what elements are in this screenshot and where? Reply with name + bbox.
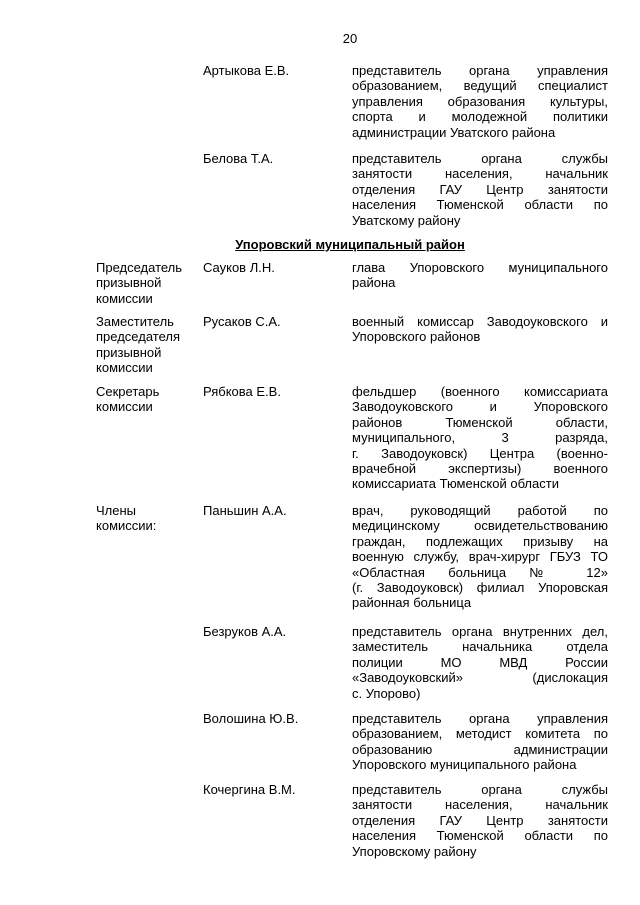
member-position-line: отделения ГАУ Центр занятости xyxy=(352,812,608,828)
member-name: Артыкова Е.В. xyxy=(203,63,290,78)
member-position-line: Упоровского муниципального района xyxy=(352,757,577,773)
member-position-line: отделения ГАУ Центр занятости xyxy=(352,181,608,197)
member-position-line: (г. Заводоуковск) филиал Упоровская xyxy=(352,580,608,596)
member-role xyxy=(96,503,200,534)
member-role-line: Члены xyxy=(96,503,137,518)
member-position-line: медицинскому освидетельствованию xyxy=(352,518,608,534)
member-position-line: полиции МО МВД России xyxy=(352,654,608,670)
member-role-line: председателя xyxy=(96,329,181,345)
member-position-line: с. Упорово) xyxy=(352,685,421,701)
member-position-line: районов Тюменской области, xyxy=(352,414,608,430)
member-name: Кочергина В.М. xyxy=(203,782,296,797)
member-role-line: Председатель xyxy=(96,260,183,275)
member-position-line: населения Тюменской области по xyxy=(352,828,608,844)
member-name: Рябкова Е.В. xyxy=(203,384,281,399)
page-number: 20 xyxy=(342,31,358,46)
member-position-line: г. Заводоуковск) Центра (военно- xyxy=(352,445,608,461)
member-position xyxy=(352,63,608,140)
member-position-line: района xyxy=(352,275,396,291)
member-position-line: Заводоуковского и Упоровского xyxy=(352,399,608,415)
member-name: Паньшин А.А. xyxy=(203,503,287,518)
member-name: Белова Т.А. xyxy=(203,151,274,166)
member-name: Волошина Ю.В. xyxy=(203,711,299,726)
member-position-line: «Заводоуковский» (дислокация xyxy=(352,670,608,686)
member-position-line: «Областная больница № 12» xyxy=(352,564,608,580)
member-position-line: управления образования культуры, xyxy=(352,93,608,109)
member-position xyxy=(352,384,608,492)
member-position-line: представитель органа управления xyxy=(352,711,608,726)
member-position-line: граждан, подлежащих призыву на xyxy=(352,533,608,549)
member-role xyxy=(96,260,200,306)
member-position xyxy=(352,260,608,291)
member-position xyxy=(352,503,608,611)
member-position-line: врачебной экспертизы) военного xyxy=(352,461,608,477)
member-position-line: образованием, ведущий специалист xyxy=(352,78,608,94)
member-position-line: занятости населения, начальник xyxy=(352,797,608,813)
member-position-line: глава Упоровского муниципального xyxy=(352,260,608,275)
member-position-line: Упоровскому району xyxy=(352,843,477,859)
member-position-line: администрации Уватского района xyxy=(352,124,556,140)
member-position xyxy=(352,782,608,859)
member-position xyxy=(352,151,608,228)
member-name: Русаков С.А. xyxy=(203,314,281,329)
member-position-line: населения Тюменской области по xyxy=(352,197,608,213)
member-position-line: представитель органа службы xyxy=(352,782,608,797)
member-role-line: Секретарь xyxy=(96,384,160,399)
member-role-line: комиссии: xyxy=(96,518,157,534)
member-role xyxy=(96,384,200,415)
member-position-line: комиссариата Тюменской области xyxy=(352,476,559,492)
member-position-line: образованием, методист комитета по xyxy=(352,726,608,742)
member-position xyxy=(352,711,608,773)
member-role-line: комиссии xyxy=(96,290,153,306)
member-position-line: спорта и молодежной политики xyxy=(352,109,608,125)
member-position-line: представитель органа службы xyxy=(352,151,608,166)
member-position-line: образованию администрации xyxy=(352,741,608,757)
member-position-line: Уватскому району xyxy=(352,212,461,228)
section-heading: Упоровский муниципальный район xyxy=(235,237,465,252)
member-position-line: районная больница xyxy=(352,595,472,611)
member-position-line: представитель органа внутренних дел, xyxy=(352,624,608,639)
member-position-line: фельдшер (военного комиссариата xyxy=(352,384,608,399)
member-position-line: военную службу, врач-хирург ГБУЗ ТО xyxy=(352,549,608,565)
member-role-line: комиссии xyxy=(96,360,153,376)
member-position-line: Упоровского районов xyxy=(352,329,481,345)
member-role-line: комиссии xyxy=(96,399,153,415)
member-role-line: Заместитель xyxy=(96,314,174,329)
member-position xyxy=(352,314,608,345)
member-role xyxy=(96,314,200,376)
member-position xyxy=(352,624,608,701)
member-position-line: занятости населения, начальник xyxy=(352,166,608,182)
member-position-line: муниципального, 3 разряда, xyxy=(352,430,608,446)
member-position-line: заместитель начальника отдела xyxy=(352,639,608,655)
member-position-line: представитель органа управления xyxy=(352,63,608,78)
member-role-line: призывной xyxy=(96,344,162,360)
member-position-line: военный комиссар Заводоуковского и xyxy=(352,314,608,329)
member-position-line: врач, руководящий работой по xyxy=(352,503,608,518)
member-role-line: призывной xyxy=(96,275,162,291)
member-name: Безруков А.А. xyxy=(203,624,287,639)
member-name: Сауков Л.Н. xyxy=(203,260,275,275)
